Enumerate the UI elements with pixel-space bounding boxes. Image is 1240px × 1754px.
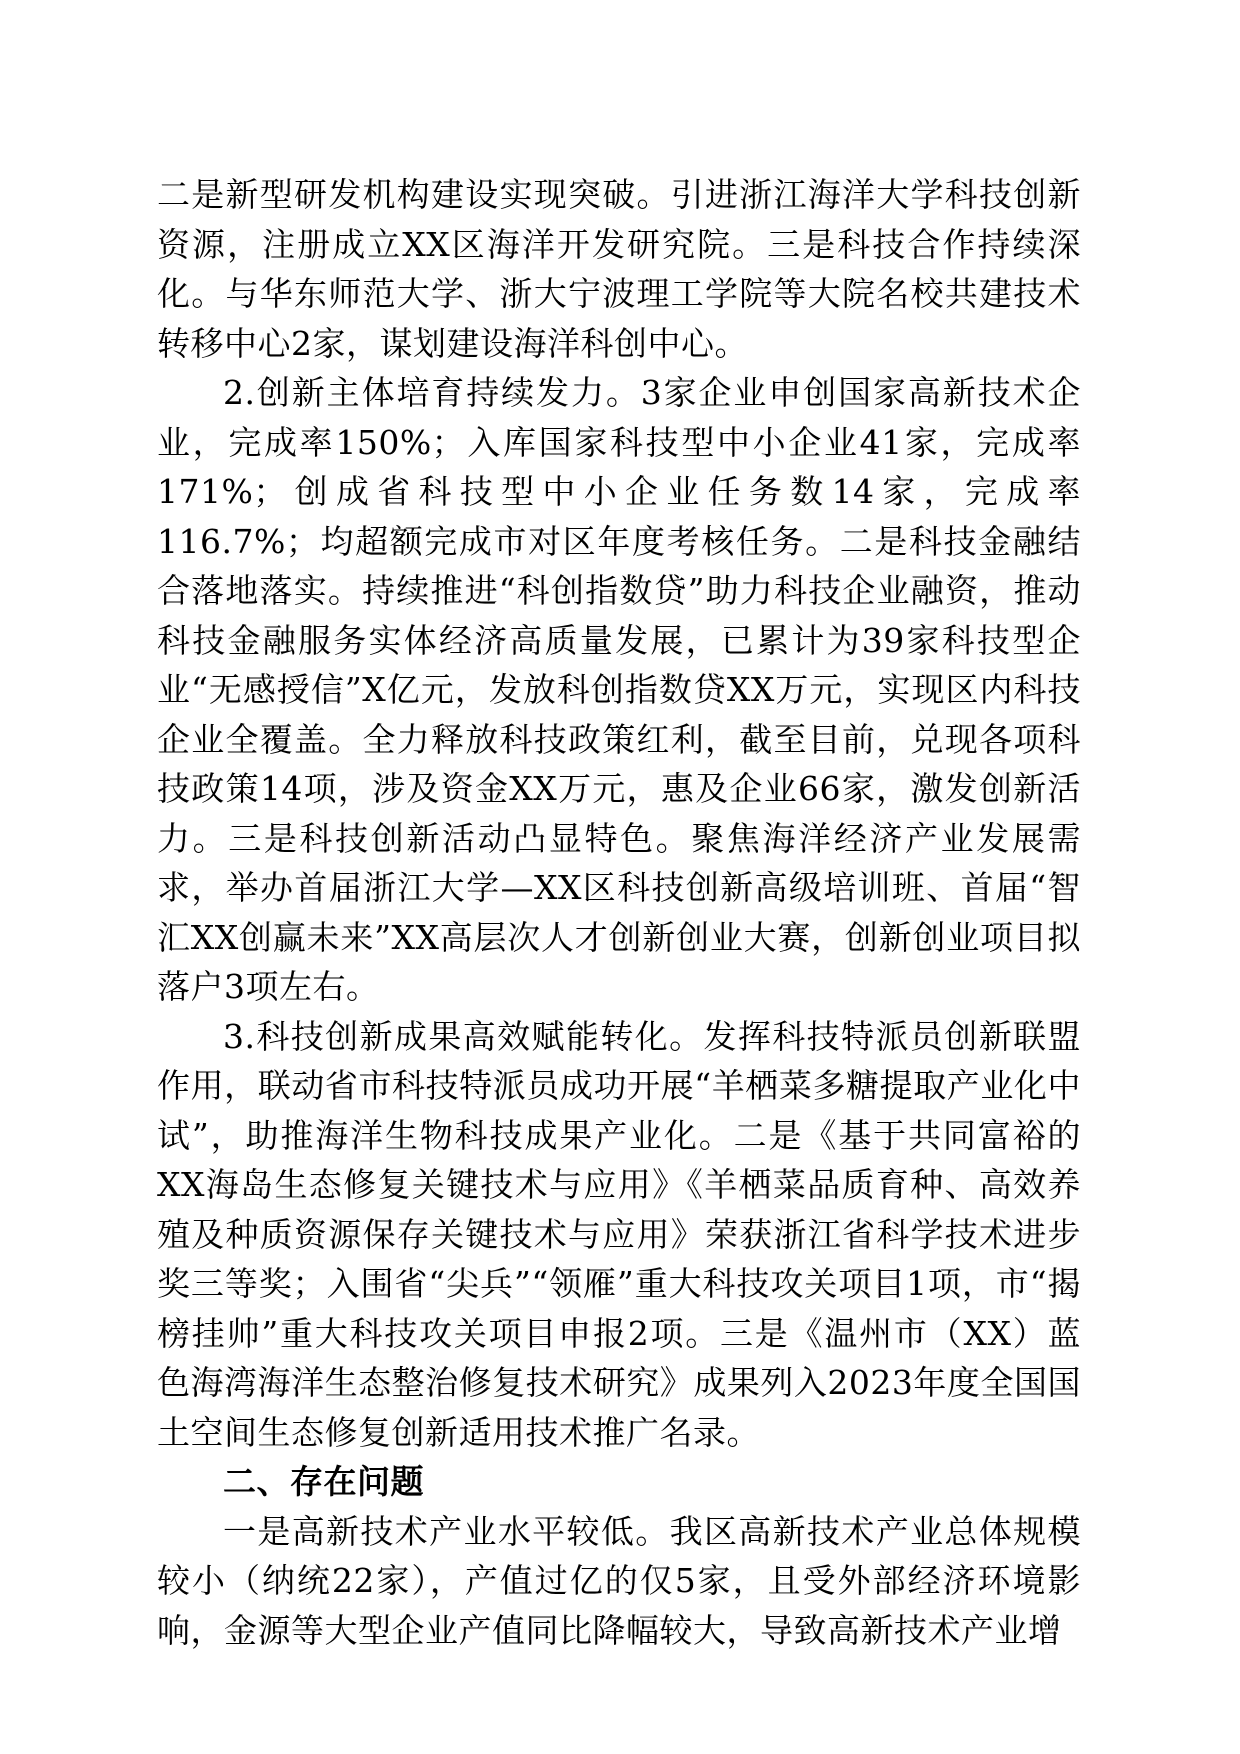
document-body <box>157 170 1081 1655</box>
paragraph-4: 一是高新技术产业水平较低。我区高新技术产业总体规模较小（纳统22家），产值过亿的仅5家，且受外部经济环境影响，金源等大型企业产值同比降幅较大，导致高新技术产业增 <box>157 1511 1081 1650</box>
section-heading: 二、存在问题 <box>223 1462 424 1501</box>
paragraph-1: 二是新型研发机构建设实现突破。引进浙江海洋大学科技创新资源，注册成立XX区海洋开发研究院。三是科技合作持续深化。与华东师范大学、浙大宁波理工学院等大院名校共建技术转移中心2家，谋划建设海洋科创中心。 <box>157 175 1081 363</box>
paragraph-2: 2.创新主体培育持续发力。3家企业申创国家高新技术企业，完成率150%；入库国家科技型中小企业41家，完成率171%；创成省科技型中小企业任务数14家，完成率116.7%；均超额完成市对区年度考核任务。二是科技金融结合落地落实。持续推进“科创指数贷”助力科技企业融资，推动科技金融服务实体经济高质量发展，已累计为39家科技型企业“无感授信”X亿元，发放科创指数贷XX万元，实现区内科技企业全覆盖。全力释放科技政策红利，截至目前，兑现各项科技政策14项，涉及资金XX万元，惠及企业66家，激发创新活力。三是科技创新活动凸显特色。聚焦海洋经济产业发展需求，举办首届浙江大学—XX区科技创新高级培训班、首届“智汇XX创赢未来”XX高层次人才创新创业大赛，创新创业项目拟落户3项左右。 <box>157 373 1081 1006</box>
paragraph-3: 3.科技创新成果高效赋能转化。发挥科技特派员创新联盟作用，联动省市科技特派员成功开展“羊栖菜多糖提取产业化中试”，助推海洋生物科技成果产业化。二是《基于共同富裕的XX海岛生态修复关键技术与应用》《羊栖菜品质育种、高效养殖及种质资源保存关键技术与应用》荣获浙江省科学技术进步奖三等奖；入围省“尖兵”“领雁”重大科技攻关项目1项，市“揭榜挂帅”重大科技攻关项目申报2项。三是《温州市（XX）蓝色海湾海洋生态整治修复技术研究》成果列入2023年度全国国土空间生态修复创新适用技术推广名录。 <box>157 1016 1081 1452</box>
